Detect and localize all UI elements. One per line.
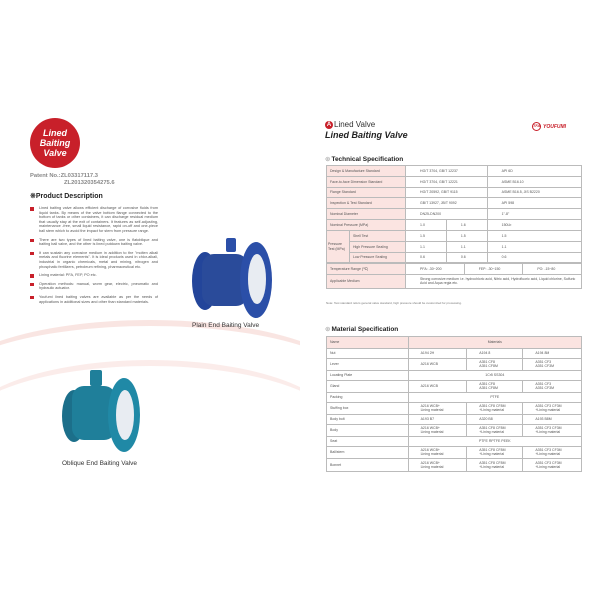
temperature-medium-table [326, 263, 582, 289]
table-row [327, 459, 582, 472]
technical-spec-title-text: Technical Specification [331, 156, 404, 163]
material-value: A351 CF8 A351 CF8M [467, 358, 523, 371]
patent-line: Patent No.:ZL03317117.3 [30, 173, 98, 179]
material-value: A193 B8M [523, 415, 582, 425]
table-row [327, 264, 582, 275]
material-value: A351 CF8 CF8M +Lining material [467, 402, 523, 415]
material-value: A351 CF8 CF8M +Lining material [467, 424, 523, 437]
spec-label: Flange Standard [327, 187, 406, 198]
spec-value: 1.1 [406, 241, 447, 252]
page-title: Lined Baiting Valve [325, 130, 408, 140]
table-row [327, 424, 582, 437]
table-row [327, 187, 582, 198]
material-value: A351 CF3 A351 CF3M [523, 380, 582, 393]
material-value: A351 CF8 CF8M +Lining material [467, 459, 523, 472]
plain-end-caption: Plain End Baiting Valve [192, 322, 260, 329]
patent-numbers [30, 173, 115, 187]
table-row [327, 209, 582, 220]
table-row [327, 371, 582, 381]
table-row [327, 166, 582, 177]
table-note: Note: Test standard refers general valve standard, high pressure should be customized for processing. [326, 301, 462, 305]
spec-label: Nominal Pressure (MPa) [327, 219, 406, 230]
material-value: A194 2H [408, 349, 467, 359]
description-list [30, 206, 158, 308]
spec-value: 1.5 [446, 231, 487, 242]
patent-line: ZL201320354275.6 [64, 180, 115, 186]
material-name: Locating Plate [327, 371, 409, 381]
table-row [327, 274, 582, 288]
spec-label: Applicable Medium [327, 274, 406, 288]
table-row [327, 231, 582, 242]
table-row [327, 402, 582, 415]
table-row [327, 241, 582, 252]
spec-label: Nominal Diameter [327, 209, 406, 220]
spec-value: 1.5 [487, 231, 581, 242]
material-name: Nut [327, 349, 409, 359]
spec-value: 1.1 [446, 241, 487, 252]
description-text: Operation methods: manual, worm gear, electric, pneumatic and hydraulic actuator. [39, 281, 158, 291]
plain-end-valve-image [188, 238, 278, 318]
table-row [327, 252, 582, 263]
spec-label: Design & Manufacture Standard [327, 166, 406, 177]
badge-line: Baiting [39, 138, 71, 148]
material-value: A216 WCB+ Lining material [408, 402, 467, 415]
material-value: A351 CF3 CF3M +Lining material [523, 446, 582, 459]
description-text: Lined baiting valve allows efficient discharge of corrosive fluids from liquid tanks. By means of the valve bottom flange connected to the bottom of tanks or other containers, it can discharge residual medium that usually stay at the exit of containers. It features as self-adjusting, maintenance -free, small liquid resistance, rapid on-off and one-piece ball stem which to avoid the impact for stem from pressure range. [39, 206, 158, 233]
material-name: Body bolt [327, 415, 409, 425]
material-value: A351 CF3 CF3M +Lining material [523, 424, 582, 437]
bullet-icon [30, 274, 34, 278]
bullet-icon [30, 239, 34, 243]
section-mark-icon: ⊛ [325, 326, 331, 333]
material-name: Body [327, 424, 409, 437]
description-text: Youfumi lined baiting valves are available as per the needs of applications in additional sizes and other than standard materials. [39, 294, 158, 304]
spec-label: Inspection & Test Standard [327, 198, 406, 209]
spec-value: 0.6 [487, 252, 581, 263]
material-value: A216 WCB+ Lining material [408, 424, 467, 437]
spec-value: API 598 [487, 198, 581, 209]
material-name: Seat [327, 437, 409, 447]
technical-spec-table [326, 165, 582, 231]
table-header-row [327, 337, 582, 349]
material-value: A320 B8 [467, 415, 523, 425]
spec-label: Face-to-face Dimension Standard [327, 176, 406, 187]
material-value: 1Cr5 SS304 [408, 371, 581, 381]
material-name: Packing [327, 393, 409, 403]
spec-value: ASME B16.10 [487, 176, 581, 187]
spec-value: 1.0 [406, 219, 447, 230]
spec-label: Shell Test [349, 231, 405, 242]
material-spec-table [326, 336, 582, 472]
material-spec-title-text: Material Specification [331, 326, 399, 333]
description-item [30, 251, 158, 269]
description-item [30, 273, 158, 278]
table-row [327, 358, 582, 371]
spec-value: 0.6 [446, 252, 487, 263]
pressure-test-table [326, 230, 582, 263]
material-spec-title [325, 325, 398, 333]
description-item [30, 295, 158, 304]
oblique-end-valve-image [62, 370, 142, 452]
spec-label: Temperature Range (℃) [327, 264, 406, 275]
material-value: A351 CF8 CF8M +Lining material [467, 446, 523, 459]
spec-value: FEP: -30~150 [464, 264, 523, 275]
table-row [327, 393, 582, 403]
bullet-icon [30, 207, 34, 211]
material-value: A193 B7 [408, 415, 467, 425]
spec-value: 0.6 [406, 252, 447, 263]
bullet-icon [30, 283, 34, 287]
left-page [0, 100, 300, 498]
right-page [300, 100, 600, 498]
spec-value: HG/T 3704, GB/T 12221 [406, 176, 488, 187]
material-name: Bonnet [327, 459, 409, 472]
pressure-test-label: Pressure Test (MPa) [327, 231, 350, 263]
spec-value: 1.6 [446, 219, 487, 230]
spec-value: Strong corrosive medium i.e. hydrochloric acid, Nitric acid, Hydrofluoric acid, Liquid chlorine, Sulfuric Acid and Aqua regia etc. [406, 274, 582, 288]
material-name: Ball/stem [327, 446, 409, 459]
spec-value: DN25-DN200 [406, 209, 488, 220]
spec-value: 1"-8" [487, 209, 581, 220]
table-row [327, 446, 582, 459]
material-value: A351 CF3 A351 CF3M [523, 358, 582, 371]
technical-spec-title [325, 155, 403, 163]
material-name: Stuffing box [327, 402, 409, 415]
product-badge [30, 118, 80, 168]
spec-label: High Pressure Sealing [349, 241, 405, 252]
material-value: A216 WCB [408, 358, 467, 371]
spec-value: HG/T 3704, GB/T 12237 [406, 166, 488, 177]
oblique-end-caption: Oblique End Baiting Valve [62, 460, 138, 467]
material-name: Gland [327, 380, 409, 393]
spec-value: 1.1 [487, 241, 581, 252]
spec-value: 150Lb [487, 219, 581, 230]
description-text: There are two types of lined baiting valve, one is flatoblique and baiting ball valve, and the other is lined putdown baiting valve. [39, 237, 158, 247]
decorative-swoosh [0, 360, 300, 498]
description-text: It can sustain any corrosive medium in addition to the "molten alkali metals and fluorine elements". It is ideal products used in chlor-alkali, industrial in organic chemicals, metal and mining, nitrogen and phosphatic fertilizers, petroleum refining, pharmaceutical etc. [39, 250, 158, 269]
description-item [30, 206, 158, 234]
material-value: A351 CF8 A351 CF8M [467, 380, 523, 393]
badge-line: Valve [43, 148, 67, 158]
table-row [327, 380, 582, 393]
description-item [30, 282, 158, 291]
brand-logo [532, 122, 566, 131]
category-label: Lined Valve [334, 120, 376, 129]
category-heading [325, 120, 375, 129]
spec-value: ASME B16.5, JIS B2220 [487, 187, 581, 198]
spec-value: GB/T 13927, JB/T 9092 [406, 198, 488, 209]
material-value: A216 WCB [408, 380, 467, 393]
material-value: A216 WCB+ Lining material [408, 446, 467, 459]
product-description-title: ※Product Description [30, 193, 103, 200]
badge-line: Lined [43, 128, 67, 138]
bullet-icon [30, 296, 34, 300]
material-name: Lever [327, 358, 409, 371]
table-row [327, 415, 582, 425]
table-row [327, 176, 582, 187]
description-item [30, 238, 158, 247]
material-value: A194 8 [467, 349, 523, 359]
material-value: PTFE RPTFE PEEK [408, 437, 581, 447]
material-value: PTFE [408, 393, 581, 403]
description-text: Lining material: PFA, FEP, PO etc. [39, 273, 97, 278]
spec-label: Low Pressure Sealing [349, 252, 405, 263]
material-value: A351 CF3 CF3M +Lining material [523, 459, 582, 472]
table-row [327, 219, 582, 230]
material-value: A351 CF3 CF3M +Lining material [523, 402, 582, 415]
table-row [327, 198, 582, 209]
spec-value: HG/T 20592, GB/T 9115 [406, 187, 488, 198]
category-a-icon: A [326, 121, 332, 128]
material-value: A194 8M [523, 349, 582, 359]
section-mark-icon: ⊛ [325, 156, 331, 163]
material-value: A216 WCB+ Lining material [408, 459, 467, 472]
brand-logo-icon: TFA [532, 122, 541, 131]
column-header: Name [327, 337, 409, 349]
table-row [327, 349, 582, 359]
spec-value: PO: -15~80 [523, 264, 582, 275]
spec-value: API 6D [487, 166, 581, 177]
spec-value: PFA: -30~200 [406, 264, 465, 275]
table-row [327, 437, 582, 447]
bullet-icon [30, 252, 34, 256]
column-header: Materials [408, 337, 581, 349]
spec-value: 1.5 [406, 231, 447, 242]
brand-name: YOUFUMI [543, 123, 567, 130]
